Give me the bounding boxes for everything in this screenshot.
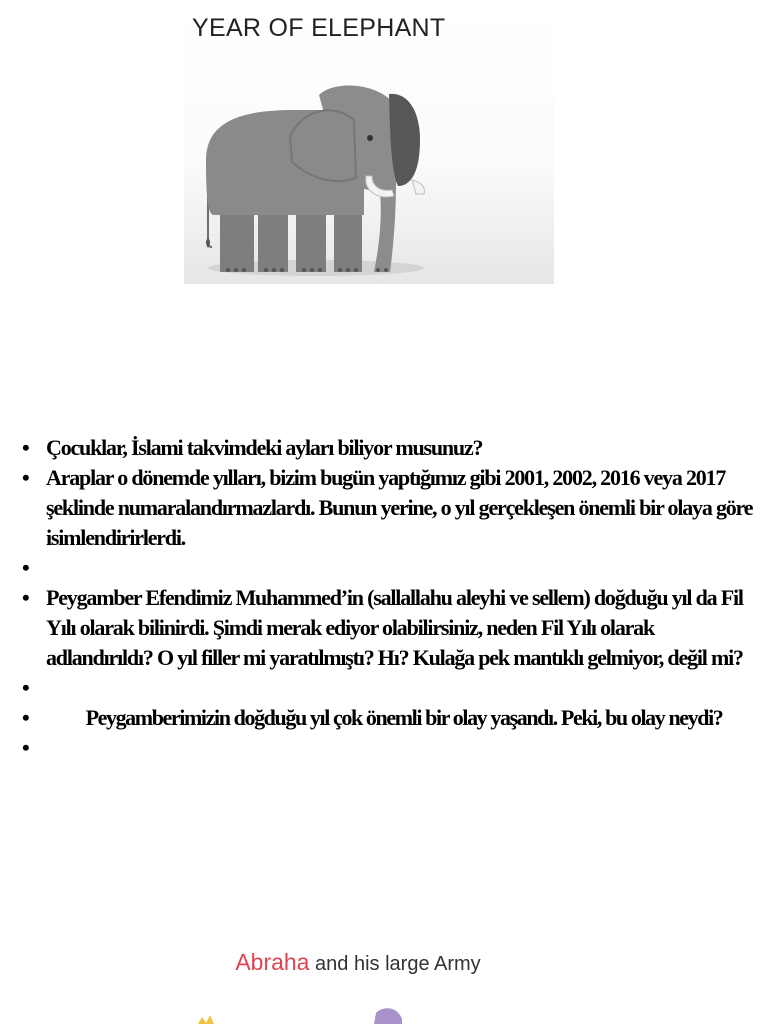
list-item: • Araplar o dönemde yılları, bizim bugün yaptığımız gibi 2001, 2002, 2016 veya 2017 şeklinde numaralandırmazlardı. Bunun yerine, o yıl gerçekleşen önemli bir olaya göre isimlendirirlerdi. bbox=[46, 463, 768, 553]
image-title: YEAR OF ELEPHANT bbox=[192, 14, 446, 42]
list-item bbox=[46, 553, 768, 583]
list-item bbox=[46, 733, 768, 763]
bullet-list bbox=[0, 433, 768, 763]
list-item: • Peygamber Efendimiz Muhammed’in (sallallahu aleyhi ve sellem) doğduğu yıl da Fil Yılı olarak bilinirdi. Şimdi merak ediyor olabilirsiniz, neden Fil Yılı olarak adlandırıldı? O yıl filler mi yaratılmıştı? Hı? Kulağa pek mantıklı gelmiyor, değil mi? bbox=[46, 583, 768, 673]
year-of-elephant-image bbox=[184, 10, 554, 284]
caption-rest: and his large Army bbox=[315, 953, 481, 975]
elephant-icon bbox=[184, 10, 554, 284]
list-item bbox=[46, 673, 768, 703]
caption-name: Abraha bbox=[235, 949, 310, 975]
army-illustration-icon bbox=[180, 947, 536, 1024]
abraha-army-image bbox=[180, 947, 536, 1024]
list-item: • Peygamberimizin doğduğu yıl çok önemli bir olay yaşandı. Peki, bu olay neydi? bbox=[46, 703, 768, 733]
list-item: • Çocuklar, İslami takvimdeki ayları biliyor musunuz? bbox=[46, 433, 768, 463]
